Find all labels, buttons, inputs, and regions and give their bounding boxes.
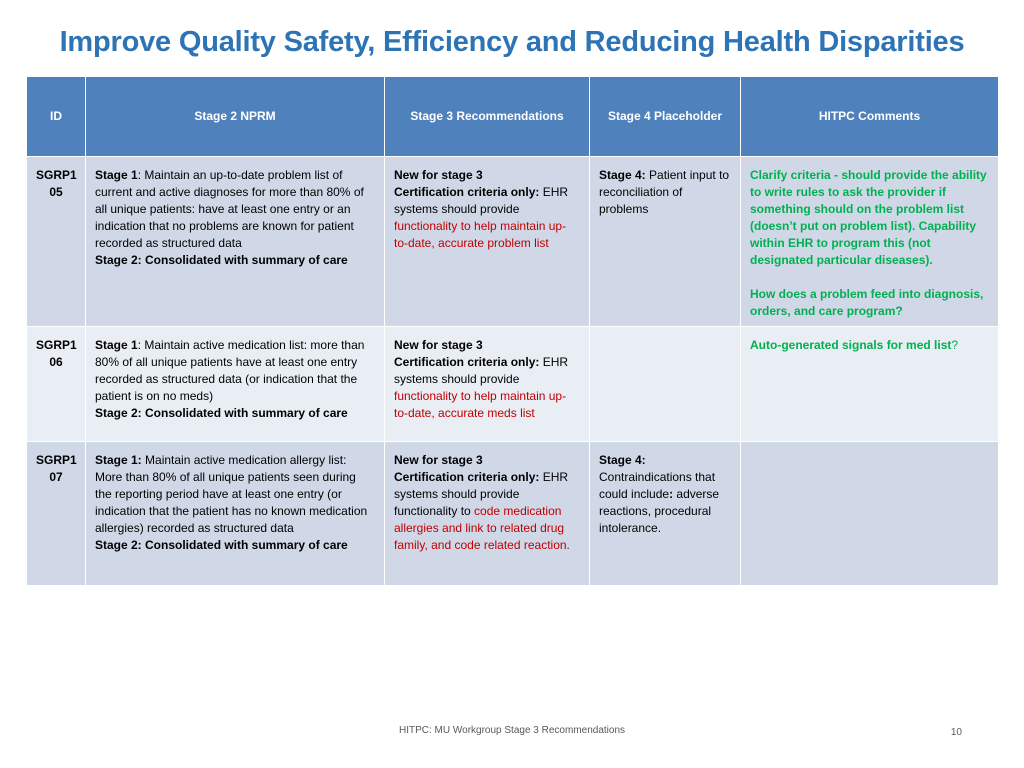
- stage3-cell: [385, 157, 590, 327]
- highlighted-requirement: functionality to help maintain up-to-date, accurate meds list: [394, 389, 567, 420]
- stage1-label: Stage 1: [95, 338, 138, 352]
- comments-cell: [741, 327, 999, 442]
- table-row: [27, 157, 999, 327]
- stage2-line: Stage 2: Consolidated with summary of care: [95, 538, 348, 552]
- stage2-cell: [86, 157, 385, 327]
- table-row: [27, 442, 999, 586]
- certification-label: Certification criteria only:: [394, 355, 540, 369]
- stage2-line: Stage 2: Consolidated with summary of care: [95, 253, 348, 267]
- stage4-label: Stage 4:: [599, 168, 646, 182]
- header-stage3-recommendations: Stage 3 Recommendations: [385, 77, 590, 157]
- stage3-cell: [385, 327, 590, 442]
- header-stage2-nprm: Stage 2 NPRM: [86, 77, 385, 157]
- row-id: [27, 442, 86, 586]
- certification-label: Certification criteria only:: [394, 470, 540, 484]
- stage4-text: Patient input to reconciliation of problems: [599, 168, 730, 216]
- table-row: [27, 327, 999, 442]
- stage3-cell: [385, 442, 590, 586]
- stage4-cell: [590, 157, 741, 327]
- certification-text: EHR systems should provide functionality to: [394, 470, 569, 518]
- comment-question-mark: ?: [951, 338, 959, 352]
- row-id-text: SGRP1 06: [36, 338, 77, 369]
- stage1-label: Stage 1: [95, 168, 138, 182]
- highlighted-requirement: functionality to help maintain up-to-date, accurate problem list: [394, 219, 567, 250]
- stage4-colon: :: [669, 487, 674, 501]
- stage4-text: Contraindications that could include: [599, 470, 716, 501]
- new-for-stage3-label: New for stage 3: [394, 338, 483, 352]
- stage4-cell: [590, 327, 741, 442]
- row-id: [27, 327, 86, 442]
- table-header-row: [27, 77, 999, 157]
- stage2-line: Stage 2: Consolidated with summary of care: [95, 406, 348, 420]
- stage2-cell: [86, 442, 385, 586]
- stage1-text: : Maintain an up-to-date problem list of current and active diagnoses for more than 80% of all unique patients: have at least one entry or an indication that no problems are known for patient recorded as structured data: [95, 168, 364, 250]
- stage4-text-continued: adverse reactions, procedural intolerance.: [599, 487, 720, 535]
- header-stage4-placeholder: Stage 4 Placeholder: [590, 77, 741, 157]
- stage1-label: Stage 1:: [95, 453, 142, 467]
- certification-label: Certification criteria only:: [394, 185, 540, 199]
- highlighted-requirement: code medication allergies and link to related drug family, and code related reaction.: [394, 504, 570, 552]
- comments-cell: [741, 157, 999, 327]
- comments-cell: [741, 442, 999, 586]
- certification-text: EHR systems should provide: [394, 355, 569, 386]
- comment-paragraph: How does a problem feed into diagnosis, orders, and care program?: [750, 287, 984, 318]
- page-number: 10: [950, 727, 962, 738]
- certification-text: EHR systems should provide: [394, 185, 569, 216]
- stage1-text: : Maintain active medication list: more than 80% of all unique patients have at least one entry recorded as structured data (or indication that the patient is on no meds): [95, 338, 365, 403]
- comment-text: Auto-generated signals for med list: [750, 338, 952, 352]
- slide-title: Improve Quality Safety, Efficiency and Reducing Health Disparities: [59, 26, 965, 58]
- row-id: [27, 157, 86, 327]
- header-id: ID: [27, 77, 86, 157]
- comment-paragraph: Clarify criteria - should provide the ability to write rules to ask the provider if something should on the problem list (doesn’t put on problem list). Capability within EHR to program this (not designated particular diseases).: [750, 168, 987, 267]
- row-id-text: SGRP1 05: [36, 168, 77, 199]
- stage1-text: Maintain active medication allergy list: More than 80% of all unique patients seen during the reporting period have at least one entry (or indication that the patient has no known medication allergies) recorded as structured data: [95, 453, 368, 535]
- row-id-text: SGRP1 07: [36, 453, 77, 484]
- stage4-cell: [590, 442, 741, 586]
- new-for-stage3-label: New for stage 3: [394, 168, 483, 182]
- header-hitpc-comments: HITPC Comments: [741, 77, 999, 157]
- slide-footer: HITPC: MU Workgroup Stage 3 Recommendations: [398, 725, 625, 736]
- new-for-stage3-label: New for stage 3: [394, 453, 483, 467]
- stage2-cell: [86, 327, 385, 442]
- recommendations-table: [26, 76, 999, 586]
- stage4-label: Stage 4:: [599, 453, 646, 467]
